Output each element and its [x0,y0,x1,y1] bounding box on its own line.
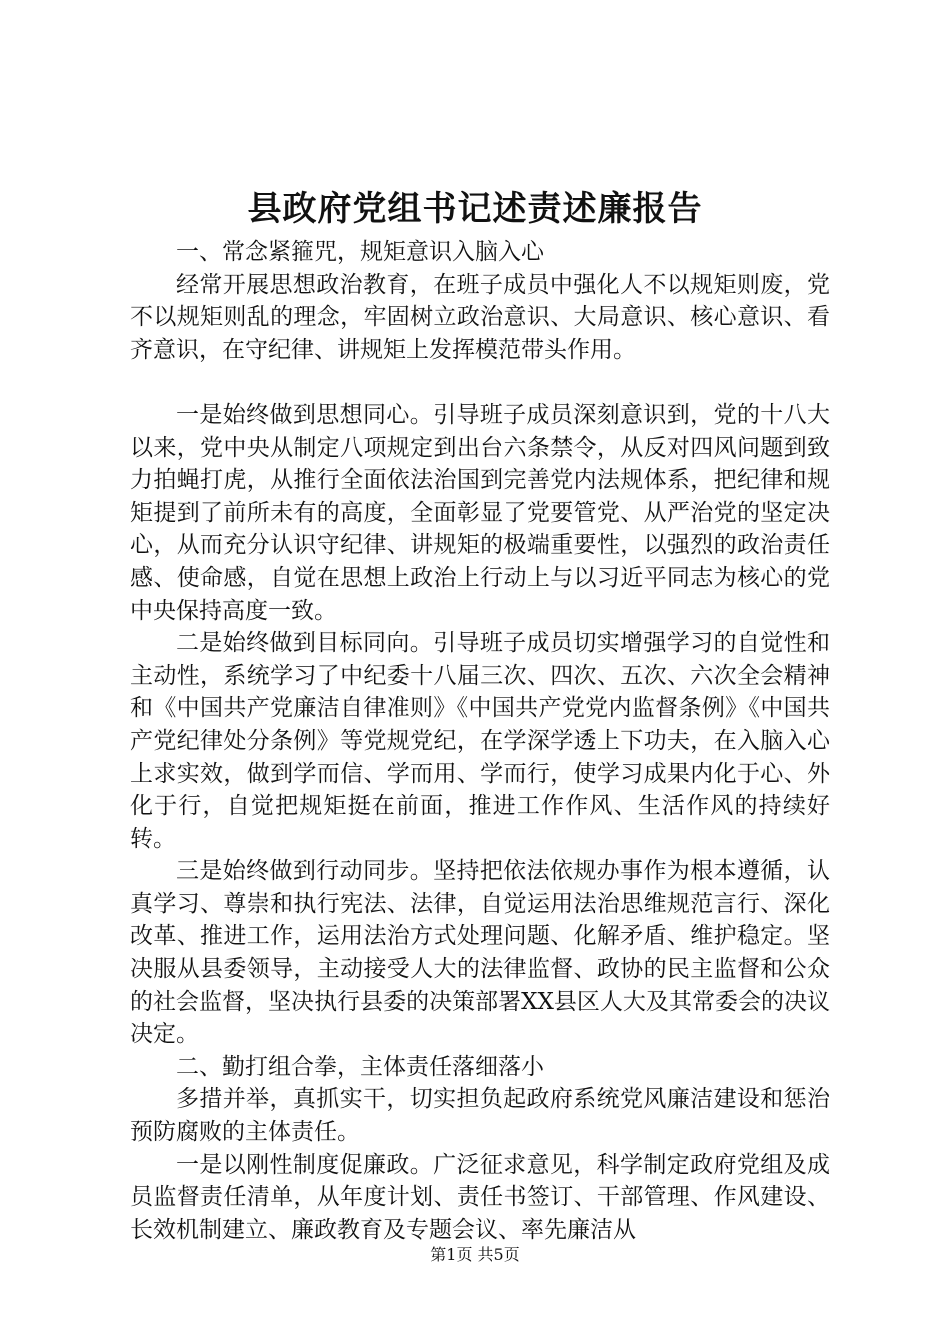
document-title: 县政府党组书记述责述廉报告 [247,189,703,229]
page-number-footer: 第1页 共5页 [430,1245,520,1264]
paragraph: 经常开展思想政治教育，在班子成员中强化人不以规矩则废，党不以规矩则乱的理念，牢固树立政治意识、大局意识、核心意识、看齐意识，在守纪律、讲规矩上发挥模范带头作用。 [130,271,830,363]
paragraph: 三是始终做到行动同步。坚持把依法依规办事作为根本遵循，认真学习、尊崇和执行宪法、法律，自觉运用法治思维规范言行、深化改革、推进工作，运用法治方式处理问题、化解矛盾、维护稳定。坚决服从县委领导，主动接受人大的法律监督、政协的民主监督和公众的社会监督，坚决执行县委的决策部署XX县区人大及其常委会的决议决定。 [130,858,830,1048]
paragraph: 多措并举，真抓实干，切实担负起政府系统党风廉洁建设和惩治预防腐败的主体责任。 [130,1086,830,1146]
paragraph: 二是始终做到目标同向。引导班子成员切实增强学习的自觉性和主动性，系统学习了中纪委十八届三次、四次、五次、六次全会精神和《中国共产党廉洁自律准则》《中国共产党党内监督条例》《中国共产党纪律处分条例》等党规党纪，在学深学透上下功夫，在入脑入心上求实效，做到学而信、学而用、学而行，使学习成果内化于心、外化于行，自觉把规矩挺在前面，推进工作作风、生活作风的持续好转。 [130,630,830,852]
blank-line [130,366,830,399]
paragraph: 一是以刚性制度促廉政。广泛征求意见，科学制定政府党组及成员监督责任清单，从年度计划、责任书签订、干部管理、作风建设、长效机制建立、廉政教育及专题会议、率先廉洁从 [130,1151,830,1243]
section-heading-2: 二、勤打组合拳，主体责任落细落小 [176,1053,544,1080]
paragraph: 一是始终做到思想同心。引导班子成员深刻意识到，党的十八大以来，党中央从制定八项规定到出台六条禁令，从反对四风问题到致力拍蝇打虎，从推行全面依法治国到完善党内法规体系，把纪律和规矩提到了前所未有的高度，全面彰显了党要管党、从严治党的坚定决心，从而充分认识守纪律、讲规矩的极端重要性，以强烈的政治责任感、使命感，自觉在思想上政治上行动上与以习近平同志为核心的党中央保持高度一致。 [130,401,830,624]
section-heading-1: 一、常念紧箍咒，规矩意识入脑入心 [176,239,544,265]
document-body [130,236,830,1246]
